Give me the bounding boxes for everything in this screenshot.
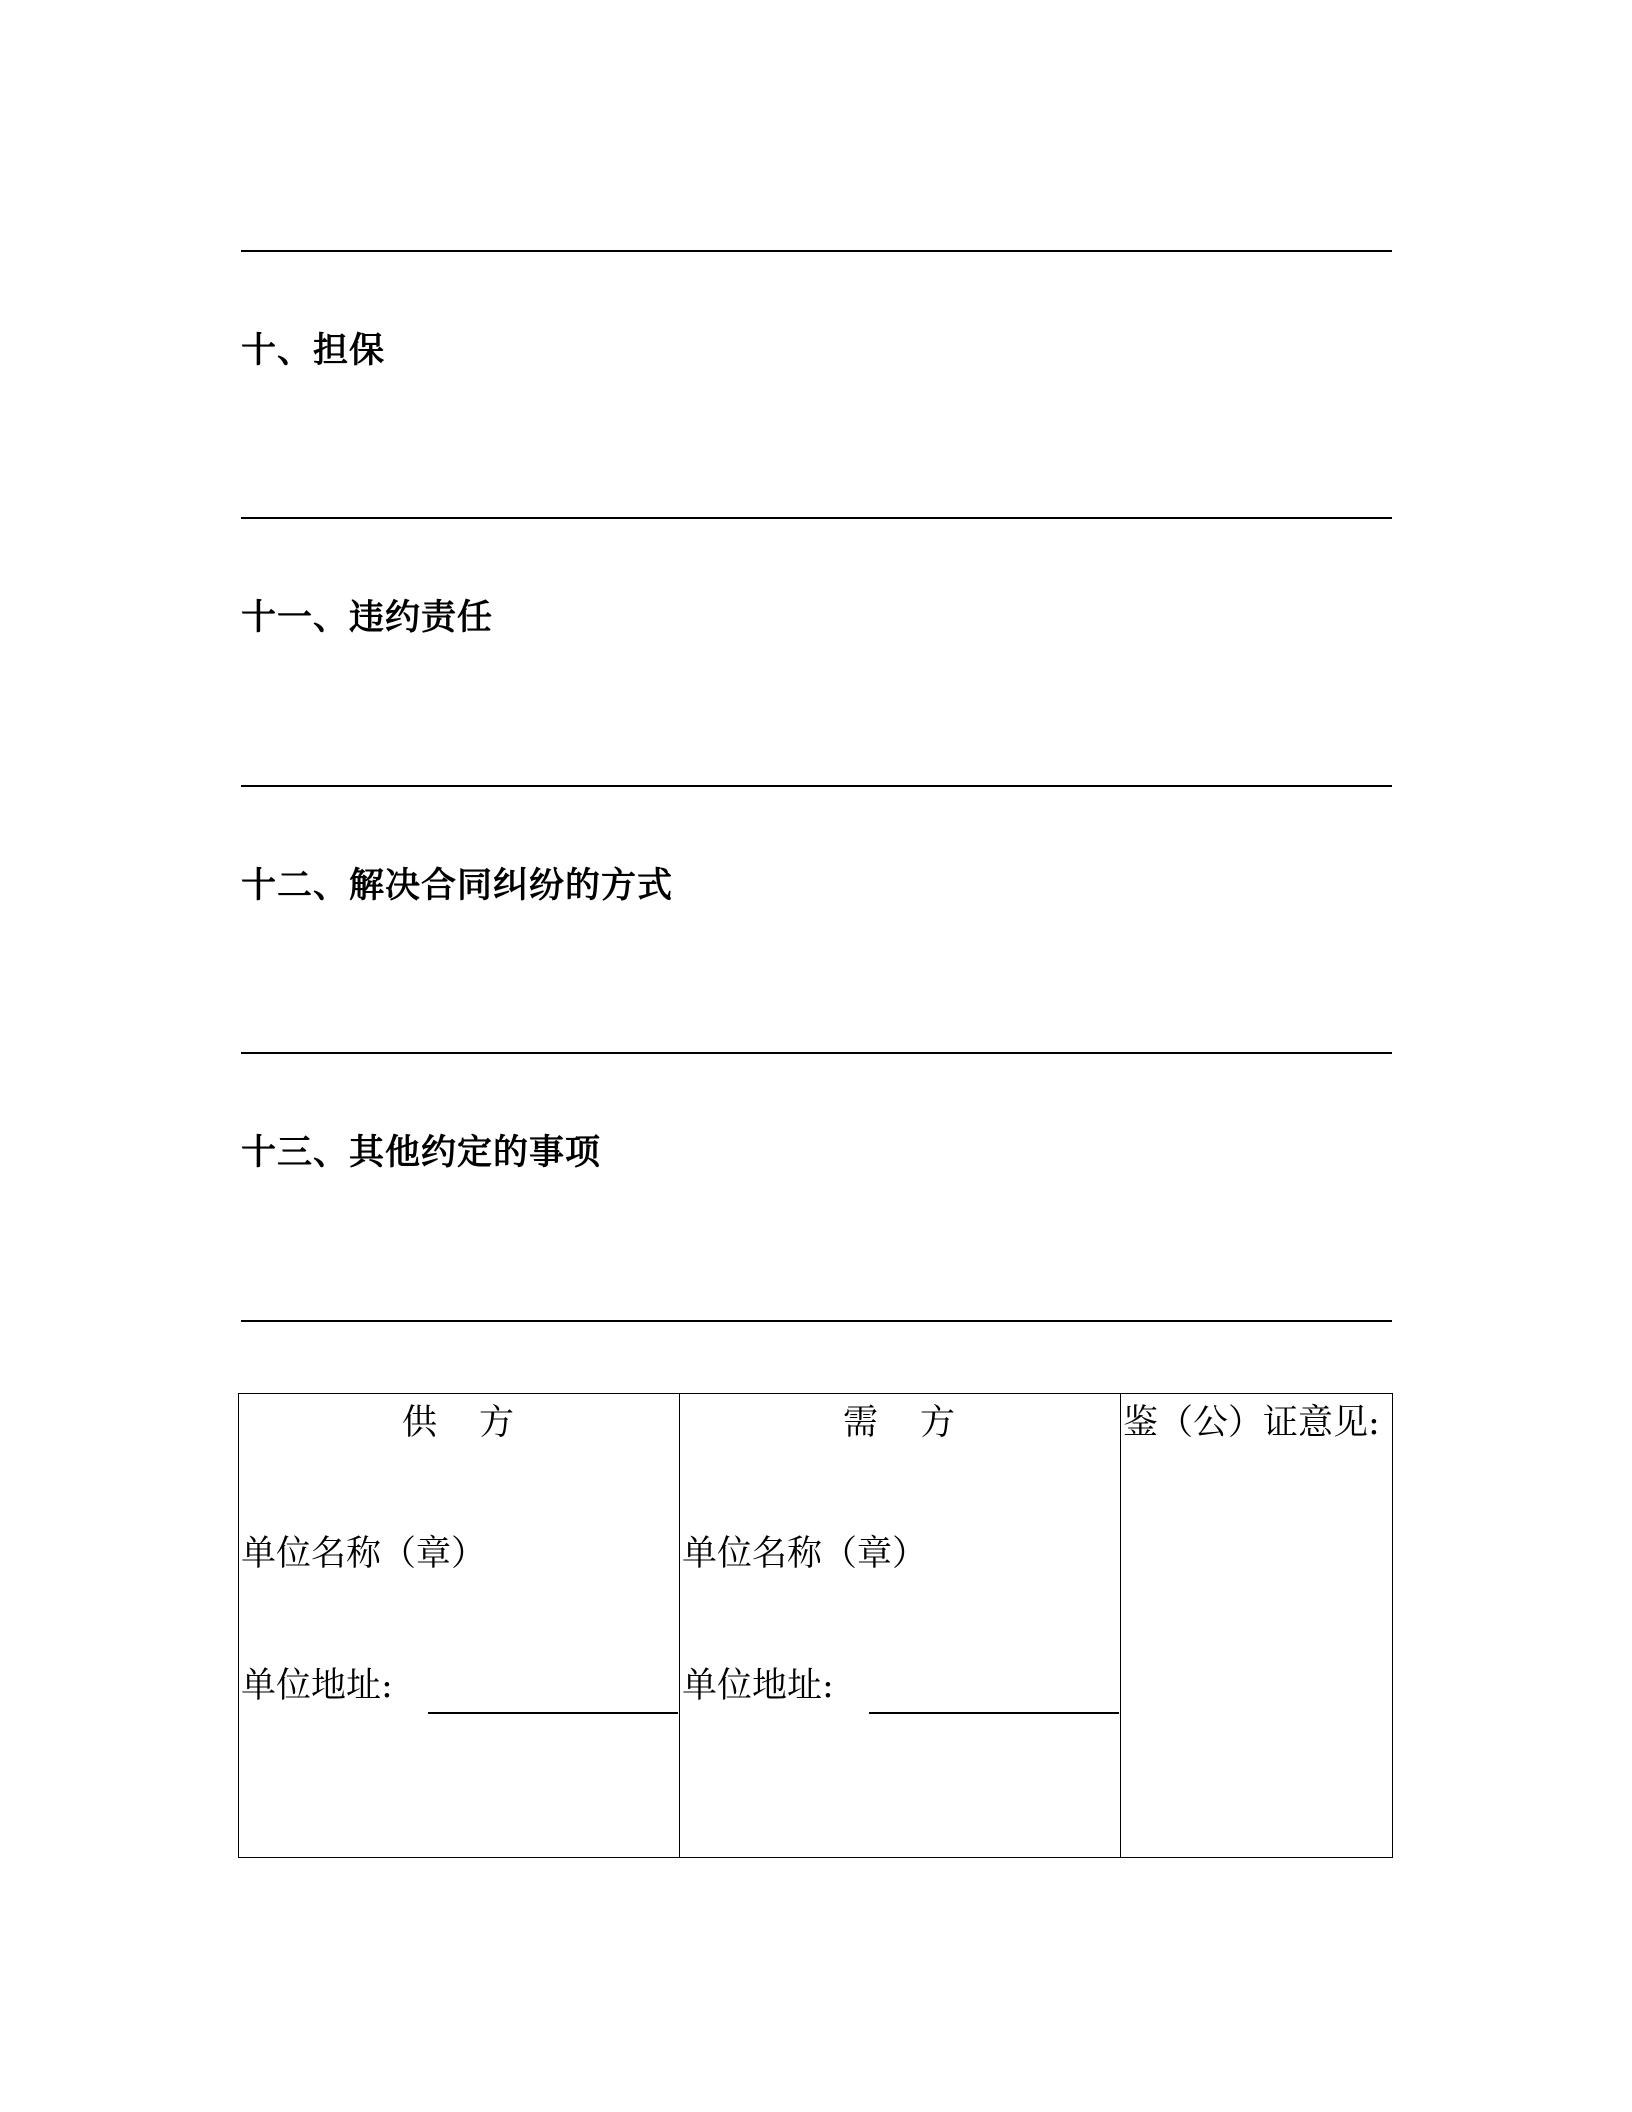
supplier-unit-address-label: 单位地址:: [241, 1666, 393, 1706]
supplier-title-char-2: 方: [479, 1403, 517, 1443]
buyer-column: [680, 1394, 1121, 1857]
section-fill-line-dispute-resolution: [241, 1052, 1392, 1054]
supplier-column: [239, 1394, 680, 1857]
section-heading-guarantee: 十、担保: [241, 331, 386, 371]
section-heading-other-matters: 十三、其他约定的事项: [241, 1133, 602, 1173]
section-divider-top: [241, 250, 1392, 252]
buyer-title-char-2: 方: [920, 1403, 958, 1443]
buyer-title: [680, 1403, 1120, 1443]
signature-table: [238, 1393, 1393, 1858]
supplier-title-char-1: 供: [401, 1403, 439, 1443]
section-fill-line-breach-liability: [241, 785, 1392, 787]
section-heading-dispute-resolution: 十二、解决合同纠纷的方式: [241, 866, 674, 906]
buyer-title-char-1: 需: [842, 1403, 880, 1443]
buyer-unit-address-label: 单位地址:: [682, 1666, 834, 1706]
buyer-unit-name-label: 单位名称（章）: [682, 1534, 928, 1574]
supplier-unit-name-label: 单位名称（章）: [241, 1534, 487, 1574]
supplier-title: [239, 1403, 679, 1443]
section-heading-breach-liability: 十一、违约责任: [241, 598, 494, 638]
supplier-unit-address-field[interactable]: [428, 1712, 678, 1714]
notary-column: [1121, 1394, 1392, 1857]
section-fill-line-guarantee: [241, 517, 1392, 519]
buyer-unit-address-field[interactable]: [869, 1712, 1119, 1714]
notary-opinion-title: 鉴（公）证意见:: [1123, 1403, 1380, 1443]
section-fill-line-other-matters: [241, 1320, 1392, 1322]
